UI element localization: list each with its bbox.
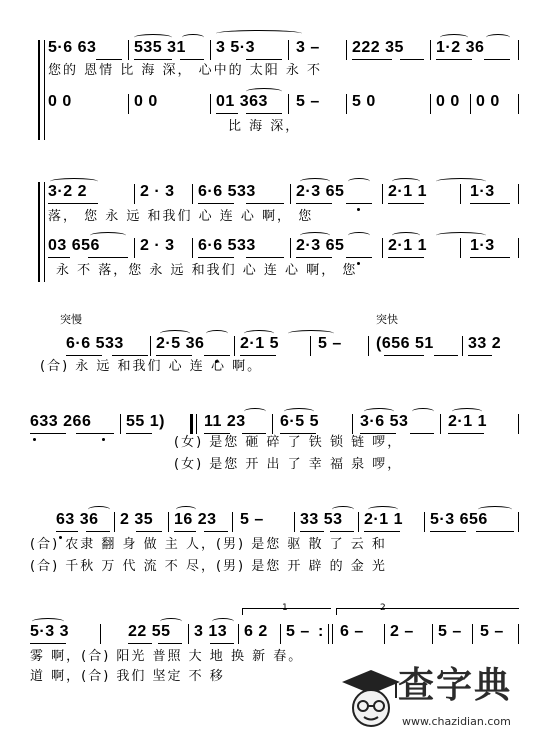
barline — [288, 94, 289, 114]
barline — [518, 94, 519, 114]
repeat-end: : — [318, 623, 324, 640]
underline — [388, 203, 424, 204]
underline — [210, 643, 234, 644]
barline — [384, 624, 385, 644]
slur — [90, 232, 126, 239]
measure: 5·3 3 — [30, 623, 69, 640]
underline — [280, 433, 316, 434]
barline — [430, 40, 431, 60]
underline — [384, 355, 424, 356]
measure: 633 266 — [30, 413, 92, 430]
underline — [88, 257, 128, 258]
measure: 2·3 65 — [296, 183, 345, 200]
measure: 5·3 656 — [430, 511, 488, 528]
lyric-row — [0, 64, 549, 86]
underline — [48, 203, 98, 204]
lyric-line: 道 啊，(合) 我们 坚定 不 移 — [30, 669, 225, 684]
barline — [290, 238, 291, 258]
measure: 0 0 — [134, 93, 158, 110]
slur — [246, 88, 282, 95]
lyric-line: (女) 是您 砸 碎 了 铁 锁 链 啰， — [174, 435, 403, 450]
barline — [150, 336, 151, 356]
barline — [290, 184, 291, 204]
measure: 1·3 — [470, 237, 495, 254]
barline — [430, 94, 431, 114]
underline — [330, 531, 354, 532]
barline — [272, 414, 273, 434]
barline — [188, 624, 189, 644]
lyric-line: (女) 是您 开 出 了 幸 福 泉 啰， — [174, 457, 403, 472]
barline — [472, 624, 473, 644]
measure: 63 36 — [56, 511, 99, 528]
underline — [246, 113, 282, 114]
slur — [216, 30, 302, 37]
barline — [460, 184, 461, 204]
underline — [484, 59, 510, 60]
lyric-row — [0, 436, 549, 458]
underline — [410, 433, 434, 434]
underline — [360, 433, 396, 434]
underline — [300, 531, 324, 532]
measure: 0 0 — [476, 93, 500, 110]
underline — [468, 355, 492, 356]
measure: 2·3 65 — [296, 237, 345, 254]
measure: 2·1 1 — [364, 511, 403, 528]
barline — [352, 414, 353, 434]
measure: 55 1) — [126, 413, 165, 430]
slur — [364, 408, 394, 415]
barline — [424, 512, 425, 532]
notes-row-1 — [0, 184, 549, 206]
barline — [470, 94, 471, 114]
barline — [294, 512, 295, 532]
measure: 33 2 — [468, 335, 502, 352]
measure: 11 23 — [204, 413, 246, 430]
slur — [348, 178, 370, 185]
measure: 5 0 — [352, 93, 376, 110]
measure: 1·2 36 — [436, 39, 485, 56]
measure: 1·3 — [470, 183, 495, 200]
measure: 5 – — [480, 623, 504, 640]
barline — [232, 512, 233, 532]
measure: 3 13 — [194, 623, 228, 640]
slur — [160, 618, 182, 625]
measure: 5·6 63 — [48, 39, 97, 56]
barline — [518, 184, 519, 204]
barline — [518, 238, 519, 258]
measure: 22 55 — [128, 623, 171, 640]
repeat-bar — [196, 414, 197, 434]
barline — [358, 512, 359, 532]
barline — [114, 512, 115, 532]
underline — [476, 531, 514, 532]
volta-number: 1 — [282, 603, 288, 613]
repeat-bar — [328, 624, 329, 644]
barline — [134, 184, 135, 204]
barline — [440, 414, 441, 434]
underline — [436, 59, 472, 60]
underline — [400, 59, 424, 60]
underline — [126, 433, 152, 434]
slur — [368, 506, 398, 513]
measure: 2 – — [390, 623, 414, 640]
underline — [246, 59, 282, 60]
lyric-row — [0, 264, 549, 286]
watermark-title: 查字典 — [398, 665, 513, 706]
underline — [204, 355, 230, 356]
underline — [30, 643, 66, 644]
underline — [470, 203, 510, 204]
barline — [462, 336, 463, 356]
lyric-line: 落， 您 永 远 和我们 心 连 心 啊， 您 — [48, 209, 314, 224]
barline — [288, 40, 289, 60]
barline — [168, 512, 169, 532]
barline — [310, 336, 311, 356]
lyric-line: (合) 农隶 翻 身 做 主 人，(男) 是您 驱 散 了 云 和 — [30, 537, 387, 552]
scholar-mascot-icon — [340, 664, 402, 734]
slur — [300, 178, 330, 185]
barline — [192, 184, 193, 204]
slur — [88, 506, 110, 513]
watermark-url: www.chazidian.com — [402, 715, 511, 728]
lyric-row — [0, 120, 549, 142]
underline — [136, 531, 162, 532]
measure: 2·5 36 — [156, 335, 205, 352]
slur — [182, 34, 204, 41]
volta-bracket-2 — [336, 608, 519, 615]
tempo-mark: 突快 — [376, 313, 398, 326]
underline — [198, 257, 234, 258]
slur — [50, 178, 98, 185]
barline — [128, 40, 129, 60]
underline — [198, 203, 234, 204]
barline — [518, 414, 519, 434]
lyric-line: 比 海 深， — [228, 119, 301, 134]
underline — [240, 355, 276, 356]
underline — [76, 433, 114, 434]
measure: 2 · 3 — [140, 183, 175, 200]
underline — [174, 531, 196, 532]
slur — [452, 408, 482, 415]
measure: 03 656 — [48, 237, 100, 254]
underline — [128, 643, 152, 644]
slur — [206, 330, 228, 337]
measure: 6·5 5 — [280, 413, 319, 430]
lyric-row — [0, 360, 549, 382]
underline — [156, 355, 192, 356]
barline — [518, 624, 519, 644]
notes-row-1 — [0, 624, 549, 646]
underline — [364, 531, 400, 532]
underline — [434, 355, 458, 356]
tempo-mark: 突慢 — [60, 313, 82, 326]
slur — [392, 232, 420, 239]
measure: 3·6 53 — [360, 413, 409, 430]
slur — [436, 178, 486, 185]
slur — [32, 618, 64, 625]
measure: 0 0 — [436, 93, 460, 110]
underline — [242, 433, 266, 434]
volta-number: 2 — [380, 603, 386, 613]
notes-row-1 — [0, 40, 549, 62]
measure: 6 2 — [244, 623, 268, 640]
underline — [246, 257, 284, 258]
underline — [180, 59, 204, 60]
measure: 2·1 1 — [388, 183, 427, 200]
barline — [100, 624, 101, 644]
lyric-row — [0, 210, 549, 232]
barline — [518, 512, 519, 532]
measure: (656 51 — [376, 335, 434, 352]
notes-row-1 — [0, 414, 549, 436]
lyric-line: 您的 恩情 比 海 深， 心中的 太阳 永 不 — [48, 63, 323, 78]
barline — [192, 238, 193, 258]
slur — [160, 330, 190, 337]
slur — [440, 34, 468, 41]
lyric-row — [0, 538, 549, 560]
underline — [352, 59, 392, 60]
slur — [348, 232, 370, 239]
slur — [212, 618, 234, 625]
repeat-bar — [190, 414, 193, 434]
slur — [332, 506, 354, 513]
lyric-line: 雾 啊，(合) 阳光 普照 大 地 换 新 春。 — [30, 649, 304, 664]
measure: 2 35 — [120, 511, 154, 528]
measure: 5 – — [318, 335, 342, 352]
underline — [204, 433, 230, 434]
slur — [244, 330, 274, 337]
underline — [346, 203, 372, 204]
underline — [112, 355, 148, 356]
measure: 5 – — [438, 623, 462, 640]
barline — [382, 238, 383, 258]
measure: 5 – — [240, 511, 264, 528]
slur — [176, 506, 196, 513]
underline — [296, 203, 332, 204]
barline — [518, 40, 519, 60]
slur — [300, 232, 330, 239]
notes-row-1 — [0, 336, 549, 358]
barline — [346, 94, 347, 114]
underline — [56, 531, 78, 532]
slur — [478, 506, 512, 513]
underline — [86, 531, 110, 532]
measure: 16 23 — [174, 511, 217, 528]
underline — [296, 257, 332, 258]
barline — [432, 624, 433, 644]
slur — [244, 408, 266, 415]
slur — [392, 178, 420, 185]
underline — [66, 355, 102, 356]
measure: 6·6 533 — [198, 237, 256, 254]
barline — [128, 94, 129, 114]
barline — [280, 624, 281, 644]
lyric-line: (合) 永 远 和我们 心 连 心 啊。 — [40, 359, 263, 374]
underline — [96, 59, 122, 60]
slur — [134, 34, 172, 41]
measure: 5 – — [286, 623, 310, 640]
measure: 3 5·3 — [216, 39, 255, 56]
underline — [346, 257, 372, 258]
barline — [210, 40, 211, 60]
measure: 33 53 — [300, 511, 343, 528]
slur — [284, 408, 314, 415]
barline — [238, 624, 239, 644]
measure: 5 – — [296, 93, 320, 110]
barline — [368, 336, 369, 356]
measure: 2·1 5 — [240, 335, 279, 352]
measure: 2·1 1 — [388, 237, 427, 254]
underline — [388, 257, 424, 258]
notes-row-2 — [0, 94, 549, 116]
barline — [210, 94, 211, 114]
lyric-row — [0, 458, 549, 480]
underline — [246, 203, 284, 204]
barline — [460, 238, 461, 258]
site-watermark — [340, 664, 540, 734]
underline — [448, 433, 484, 434]
underline — [158, 643, 182, 644]
underline — [30, 433, 66, 434]
slur — [486, 34, 510, 41]
repeat-bar — [332, 624, 333, 644]
barline — [234, 336, 235, 356]
barline — [120, 414, 121, 434]
lyric-row — [0, 560, 549, 582]
underline — [204, 531, 228, 532]
measure: 222 35 — [352, 39, 404, 56]
measure: 01 363 — [216, 93, 268, 110]
slur — [412, 408, 434, 415]
underline — [134, 59, 172, 60]
barline — [346, 40, 347, 60]
measure: 2·1 1 — [448, 413, 487, 430]
barline — [134, 238, 135, 258]
underline — [470, 257, 510, 258]
measure: 6·6 533 — [198, 183, 256, 200]
measure: 2 · 3 — [140, 237, 175, 254]
measure: 0 0 — [48, 93, 72, 110]
underline — [48, 257, 70, 258]
measure: 6 – — [340, 623, 364, 640]
lyric-line: (合) 千秋 万 代 流 不 尽，(男) 是您 开 辟 的 金 光 — [30, 559, 387, 574]
measure: 535 31 — [134, 39, 186, 56]
notes-row-1 — [0, 512, 549, 534]
measure: 6·6 533 — [66, 335, 124, 352]
measure: 3·2 2 — [48, 183, 87, 200]
barline — [382, 184, 383, 204]
underline — [430, 531, 466, 532]
slur — [436, 232, 486, 239]
notes-row-2 — [0, 238, 549, 260]
lyric-line: 永 不 落，您 永 远 和我们 心 连 心 啊， 您 — [56, 263, 358, 278]
slur — [288, 330, 334, 337]
underline — [216, 113, 238, 114]
measure: 3 – — [296, 39, 320, 56]
